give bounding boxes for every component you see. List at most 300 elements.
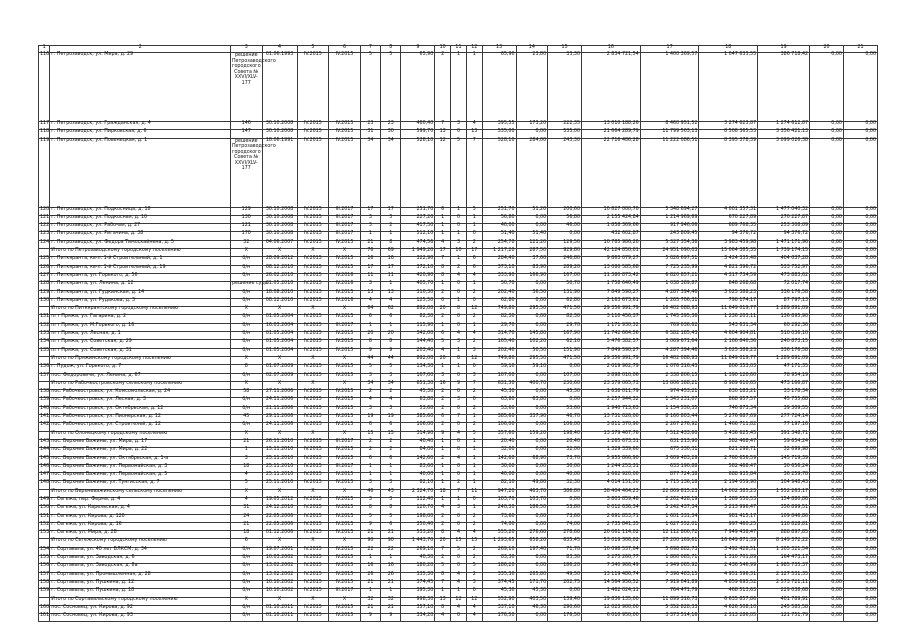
- table-cell: г. Питкяранта, ул. Гудкинская, д. 14: [50, 290, 231, 298]
- table-cell: 170: [230, 232, 262, 240]
- table-cell: 176,50: [548, 614, 582, 622]
- table-cell: 16: [360, 257, 380, 265]
- table-cell: 136 895,90: [758, 315, 810, 323]
- table-cell: 0,00: [548, 365, 582, 373]
- table-cell: 8: [381, 240, 401, 248]
- table-cell: 3 949 065,92: [640, 564, 699, 572]
- table-cell: 14 564 956,52: [582, 580, 641, 588]
- table-cell: 8: [451, 356, 467, 364]
- table-cell: 471,50: [548, 356, 582, 364]
- table-cell: 0: [466, 365, 482, 373]
- table-cell: 0,00: [843, 473, 877, 481]
- table-cell: X: [329, 381, 361, 389]
- table-cell: 202,40: [482, 290, 516, 298]
- table-cell: 1: [466, 473, 482, 481]
- table-cell: 631 213,90: [640, 439, 699, 447]
- table-cell: IV.2015: [297, 224, 329, 232]
- table-cell: 158: [39, 580, 50, 588]
- table-cell: 120: [39, 207, 50, 215]
- table-cell: 314,90: [401, 431, 435, 439]
- table-cell: 4: [466, 605, 482, 613]
- table-cell: 0,00: [843, 589, 877, 597]
- table-cell: 0,00: [548, 589, 582, 597]
- table-cell: 0,00: [843, 547, 877, 555]
- table-cell: 1: [435, 589, 451, 597]
- table-cell: X: [230, 356, 262, 364]
- table-cell: 1 154 550,35: [640, 406, 699, 414]
- table-cell: 1: [451, 232, 467, 240]
- table-cell: 4: [435, 614, 451, 622]
- table-cell: 6: [466, 257, 482, 265]
- table-cell: 39 309,55: [758, 406, 810, 414]
- table-cell: 6: [230, 539, 262, 547]
- table-cell: 01.07.2009: [262, 365, 297, 373]
- table-cell: пос. Сосновец, ул. Кирова, д. 92: [50, 605, 231, 613]
- table-cell: 240,30: [482, 506, 516, 514]
- table-cell: 3: [466, 580, 482, 588]
- table-cell: 1 985 735,37: [758, 564, 810, 572]
- table-cell: 3 213 996,47: [699, 506, 758, 514]
- table-cell: 24 951 090,03: [640, 249, 699, 257]
- table-cell: 21.11.2006: [262, 406, 297, 414]
- table-cell: Итого по Питкярантскому городскому поселению: [50, 307, 231, 315]
- table-cell: IV.2015: [297, 589, 329, 597]
- table-cell: 5: [466, 431, 482, 439]
- column-number: 5: [297, 46, 329, 53]
- table-cell: 6: [360, 315, 380, 323]
- table-cell: 32,00: [482, 448, 516, 456]
- table-cell: 0,00: [516, 390, 548, 398]
- table-cell: 36,50: [516, 290, 548, 298]
- table-cell: пос. Верхние Важины, ул. Первомайская, д. 3: [50, 464, 231, 472]
- table-cell: г. Сегежа, ул. Кирова, д. 12б: [50, 514, 231, 522]
- table-cell: 0,00: [810, 431, 844, 439]
- table-cell: 395,55: [482, 122, 516, 130]
- table-cell: 0,00: [810, 539, 844, 547]
- table-cell: 1 466 711,82: [699, 423, 758, 431]
- table-cell: 63,80: [482, 398, 516, 406]
- table-cell: 277 724,14: [758, 415, 810, 423]
- table-cell: IV.2015: [329, 340, 361, 348]
- table-cell: 417,50: [401, 224, 435, 232]
- table-cell: 130: [39, 298, 50, 306]
- table-cell: 144: [39, 448, 50, 456]
- table-row: [39, 423, 878, 431]
- table-cell: 3: [381, 215, 401, 223]
- table-cell: 11 742 664,56: [582, 332, 641, 340]
- table-cell: 0,00: [810, 415, 844, 423]
- table-cell: 621 298,71: [699, 448, 758, 456]
- table-cell: 7: [435, 580, 451, 588]
- table-cell: 1 758 640,49: [582, 282, 641, 290]
- table-cell: 1 477 040,32: [758, 207, 810, 215]
- table-cell: 40,30: [401, 556, 435, 564]
- table-cell: 23: [381, 122, 401, 130]
- table-cell: 0,00: [810, 572, 844, 580]
- table-cell: 0,00: [516, 298, 548, 306]
- table-cell: X: [230, 249, 262, 257]
- table-cell: 0,00: [516, 423, 548, 431]
- table-cell: 145,80: [516, 332, 548, 340]
- table-cell: 0: [451, 556, 467, 564]
- table-cell: 0,00: [843, 489, 877, 497]
- table-cell: 1: [466, 53, 482, 122]
- table-cell: IV.2015: [297, 481, 329, 489]
- table-cell: 01.10.2011: [262, 614, 297, 622]
- table-cell: IV.2015: [297, 514, 329, 522]
- table-cell: 892,00: [401, 307, 435, 315]
- table-cell: IV.2015: [329, 130, 361, 138]
- table-cell: 0,00: [843, 307, 877, 315]
- table-cell: 1 293,65: [482, 539, 516, 547]
- table-cell: 118: [39, 130, 50, 138]
- table-cell: IV.2015: [297, 580, 329, 588]
- table-cell: г. Питкяранта, кв-л. 1-й Строительный, д. 1: [50, 257, 231, 265]
- table-cell: 15: [360, 431, 380, 439]
- table-cell: 11 222 086,51: [640, 138, 699, 207]
- table-cell: 3: [466, 348, 482, 356]
- table-cell: IV.2015: [329, 547, 361, 555]
- table-cell: 2 163 673,61: [582, 298, 641, 306]
- table-cell: г. Питкяранта, ул. Ленина, д. 12: [50, 282, 231, 290]
- table-cell: 159: [39, 589, 50, 597]
- table-cell: 0,00: [548, 497, 582, 505]
- table-cell: 20: [435, 307, 451, 315]
- table-cell: 73,70: [548, 456, 582, 464]
- table-cell: 0,00: [810, 215, 844, 223]
- table-cell: 5: [435, 564, 451, 572]
- table-cell: 3: [360, 224, 380, 232]
- table-cell: 107,00: [482, 373, 516, 381]
- table-cell: 1 940 713,63: [582, 406, 641, 414]
- table-cell: решение суда: [230, 282, 262, 290]
- table-cell: 1: [451, 207, 467, 215]
- table-cell: 10.03.2002: [262, 556, 297, 564]
- table-cell: 10.10.2002: [262, 580, 297, 588]
- table-cell: б/н: [230, 547, 262, 555]
- table-cell: б/н: [230, 423, 262, 431]
- table-cell: IV.2015: [329, 605, 361, 613]
- column-number: 13: [482, 46, 516, 53]
- table-cell: пгт Пряжа, ул. Советская, д. 31: [50, 348, 231, 356]
- table-cell: 147: [230, 130, 262, 138]
- table-cell: 2: [360, 390, 380, 398]
- table-cell: 45,30: [482, 390, 516, 398]
- table-cell: 403,50: [516, 597, 548, 605]
- table-cell: 150: [39, 506, 50, 514]
- table-cell: X: [297, 356, 329, 364]
- table-cell: IV.2015: [329, 240, 361, 248]
- table-row: [39, 589, 878, 597]
- table-cell: 1: [381, 282, 401, 290]
- table-cell: 144,40: [401, 340, 435, 348]
- table-cell: 0: [451, 464, 467, 472]
- table-cell: 2: [360, 448, 380, 456]
- table-cell: 0: [451, 215, 467, 223]
- table-cell: б/н: [230, 614, 262, 622]
- table-cell: 7 512 433,60: [640, 431, 699, 439]
- table-cell: X: [262, 539, 297, 547]
- table-cell: 6 010 950,00: [582, 614, 641, 622]
- table-cell: 0,00: [843, 597, 877, 605]
- table-cell: 23: [360, 122, 380, 130]
- table-cell: 129: [39, 290, 50, 298]
- table-cell: 877 724,38: [640, 473, 699, 481]
- table-cell: 40,00: [482, 473, 516, 481]
- table-cell: 631,30: [482, 381, 516, 389]
- table-cell: 83,30: [482, 556, 516, 564]
- table-cell: 29,70: [548, 323, 582, 331]
- table-cell: 0,00: [810, 373, 844, 381]
- table-cell: 115,90: [401, 323, 435, 331]
- table-cell: 5 476 382,57: [582, 340, 641, 348]
- table-cell: 0: [451, 522, 467, 530]
- table-cell: 342,00: [401, 332, 435, 340]
- table-cell: 0,00: [843, 138, 877, 207]
- table-row: [39, 448, 878, 456]
- table-cell: 138: [39, 390, 50, 398]
- table-cell: 1: [360, 473, 380, 481]
- table-cell: 21: [360, 580, 380, 588]
- table-cell: 5 436 625,45: [699, 431, 758, 439]
- table-cell: 30,00: [482, 464, 516, 472]
- table-cell: 45: [230, 415, 262, 423]
- table-cell: 106,00: [401, 423, 435, 431]
- table-cell: 1: [435, 473, 451, 481]
- table-cell: 0,00: [843, 514, 877, 522]
- table-cell: 6: [466, 265, 482, 273]
- table-cell: 19 836 135,00: [582, 597, 641, 605]
- table-cell: 2: [435, 406, 451, 414]
- table-cell: 176,50: [482, 614, 516, 622]
- table-cell: 401 789,91: [758, 597, 810, 605]
- table-cell: 32: [360, 597, 380, 605]
- table-cell: 0,00: [810, 365, 844, 373]
- table-cell: 0: [451, 224, 467, 232]
- table-cell: 385,60: [401, 415, 435, 423]
- table-cell: X: [297, 597, 329, 605]
- table-cell: 151,90: [548, 348, 582, 356]
- table-cell: 334,20: [401, 614, 435, 622]
- table-cell: 5: [230, 481, 262, 489]
- table-cell: б/н: [230, 556, 262, 564]
- table-cell: 94 376,72: [699, 232, 758, 240]
- table-cell: 08.12.2010: [262, 265, 297, 273]
- table-cell: 20 061 114,02: [582, 531, 641, 539]
- table-cell: 152: [39, 522, 50, 530]
- table-cell: IV.2015: [297, 415, 329, 423]
- table-cell: 1: [451, 257, 467, 265]
- table-cell: IV.2015: [297, 390, 329, 398]
- table-cell: 0: [451, 514, 467, 522]
- column-number: 20: [810, 46, 844, 53]
- table-cell: 0,00: [843, 53, 877, 122]
- table-cell: 15 064 385,35: [699, 249, 758, 257]
- table-cell: 0,00: [843, 522, 877, 530]
- table-cell: X: [329, 431, 361, 439]
- table-cell: 0,00: [843, 506, 877, 514]
- table-cell: 01.06.1993: [262, 53, 297, 122]
- table-cell: 32 699,98: [758, 448, 810, 456]
- table-cell: 4 859 695,52: [699, 580, 758, 588]
- table-cell: 3: [451, 398, 467, 406]
- table-cell: 0,00: [810, 564, 844, 572]
- table-cell: б/н: [230, 564, 262, 572]
- table-cell: 284,40: [482, 257, 516, 265]
- table-cell: IV.2015: [297, 497, 329, 505]
- table-cell: 0,00: [843, 207, 877, 215]
- table-cell: 0,00: [810, 448, 844, 456]
- table-cell: 53,80: [548, 506, 582, 514]
- table-cell: 0,00: [516, 556, 548, 564]
- table-cell: 1: [381, 464, 401, 472]
- table-cell: III.2017: [329, 224, 361, 232]
- column-number: 7: [360, 46, 380, 53]
- table-cell: 0,00: [810, 315, 844, 323]
- table-cell: 58: [230, 390, 262, 398]
- table-cell: 139,40: [548, 597, 582, 605]
- table-cell: 1 443,70: [401, 539, 435, 547]
- table-cell: 1: [435, 497, 451, 505]
- table-cell: 4: [451, 531, 467, 539]
- table-cell: X: [230, 431, 262, 439]
- table-cell: 40,00: [401, 473, 435, 481]
- table-cell: 0,00: [843, 572, 877, 580]
- table-cell: 2: [360, 439, 380, 447]
- table-cell: 21: [230, 439, 262, 447]
- table-cell: 02.07.2009: [262, 373, 297, 381]
- table-cell: 1: [435, 448, 451, 456]
- table-cell: 2: [466, 340, 482, 348]
- table-cell: 8 460 951,52: [640, 122, 699, 130]
- table-cell: 1: [451, 497, 467, 505]
- table-cell: г. Сегежа, ул. Карельская, д. 4: [50, 506, 231, 514]
- table-cell: 51,40: [516, 232, 548, 240]
- table-cell: 18.06.1991: [262, 138, 297, 207]
- table-cell: 1: [466, 415, 482, 423]
- table-cell: б/н: [230, 398, 262, 406]
- table-cell: пос. Рабочеостровск, ул. Пионерская, д. 12: [50, 415, 231, 423]
- table-cell: 161: [39, 614, 50, 622]
- table-cell: б/н: [230, 332, 262, 340]
- table-cell: 0,00: [810, 464, 844, 472]
- table-cell: 0,00: [843, 431, 877, 439]
- table-cell: б/н: [230, 315, 262, 323]
- table-cell: 888 897,85: [758, 531, 810, 539]
- table-cell: 60 292,36: [758, 323, 810, 331]
- table-cell: 222,35: [548, 122, 582, 130]
- table-cell: 5: [381, 514, 401, 522]
- table-cell: 16 402 088,93: [640, 356, 699, 364]
- table-cell: 543 631,34: [699, 323, 758, 331]
- table-cell: 56,80: [482, 215, 516, 223]
- table-cell: IV.2015: [297, 448, 329, 456]
- table-cell: 23,80: [516, 53, 548, 122]
- table-cell: 0,00: [810, 481, 844, 489]
- table-cell: 2: [435, 423, 451, 431]
- column-number: 12: [466, 46, 482, 53]
- table-cell: 4 287 394,46: [640, 348, 699, 356]
- column-number: 2: [50, 46, 231, 53]
- table-cell: 1: [435, 323, 451, 331]
- table-cell: 0: [451, 373, 467, 381]
- table-cell: 23 379 065,73: [582, 381, 641, 389]
- table-cell: IV.2015: [329, 265, 361, 273]
- table-cell: 167,90: [548, 332, 582, 340]
- table-cell: 1: [435, 282, 451, 290]
- table-cell: 5 276 687,69: [699, 415, 758, 423]
- table-cell: 29 356 991,79: [582, 307, 641, 315]
- table-cell: 0,00: [810, 597, 844, 605]
- table-cell: 314,70: [482, 332, 516, 340]
- table-cell: 62,10: [548, 340, 582, 348]
- table-cell: 0,00: [810, 122, 844, 130]
- table-cell: 0,00: [843, 298, 877, 306]
- table-cell: 3: [360, 481, 380, 489]
- table-cell: IV.2015: [297, 323, 329, 331]
- table-cell: 0,00: [810, 580, 844, 588]
- table-cell: 1 471 171,96: [758, 240, 810, 248]
- table-cell: X: [297, 249, 329, 257]
- table-cell: 473 883,62: [758, 273, 810, 281]
- table-cell: решение Петрозаводского городского Совета № XXVI/XLV-177: [230, 138, 262, 207]
- table-cell: 0,00: [810, 547, 844, 555]
- table-cell: 3 609 483,29: [640, 456, 699, 464]
- table-cell: 134,30: [401, 365, 435, 373]
- table-cell: 251,70: [401, 207, 435, 215]
- table-cell: 0,00: [843, 373, 877, 381]
- table-cell: 3 025 388,23: [699, 348, 758, 356]
- table-cell: 63,80: [401, 398, 435, 406]
- table-cell: 20,40: [482, 439, 516, 447]
- table-cell: IV.2015: [329, 315, 361, 323]
- table-cell: 0,00: [810, 439, 844, 447]
- table-cell: 34: [381, 138, 401, 207]
- table-cell: 468 513,63: [699, 589, 758, 597]
- table-cell: 473 166,87: [758, 381, 810, 389]
- table-cell: IV.2015: [329, 122, 361, 130]
- table-cell: 82,30: [482, 315, 516, 323]
- table-cell: 6: [381, 522, 401, 530]
- table-cell: 0,00: [810, 531, 844, 539]
- table-cell: 270 227,87: [758, 215, 810, 223]
- table-cell: г. Петрозаводск, ул. Пирковская, д. 6: [50, 130, 231, 138]
- table-cell: 32,00: [548, 448, 582, 456]
- table-cell: 46,00: [482, 224, 516, 232]
- table-cell: 4 604 904,81: [699, 332, 758, 340]
- table-cell: 18: [435, 489, 451, 497]
- table-cell: 24.11.2006: [262, 398, 297, 406]
- table-cell: 0,00: [843, 257, 877, 265]
- table-cell: 82,10: [401, 481, 435, 489]
- table-cell: IV.2015: [329, 390, 361, 398]
- table-cell: 122: [39, 224, 50, 232]
- table-cell: 5 348 694,27: [640, 207, 699, 215]
- column-number: 10: [435, 46, 451, 53]
- table-cell: 372,10: [401, 265, 435, 273]
- table-cell: 0,00: [843, 448, 877, 456]
- table-cell: пгт Пряжа, ул. М.Горького, д. 16: [50, 323, 231, 331]
- table-cell: IV.2015: [297, 365, 329, 373]
- table-cell: 2: [466, 315, 482, 323]
- table-cell: 2 573 721,11: [758, 580, 810, 588]
- table-cell: 1: [435, 439, 451, 447]
- table-cell: 528,10: [482, 138, 516, 207]
- table-cell: 0,00: [843, 539, 877, 547]
- table-cell: 0,00: [843, 224, 877, 232]
- table-cell: 287,50: [516, 249, 548, 257]
- table-cell: 21 664 289,79: [582, 130, 641, 138]
